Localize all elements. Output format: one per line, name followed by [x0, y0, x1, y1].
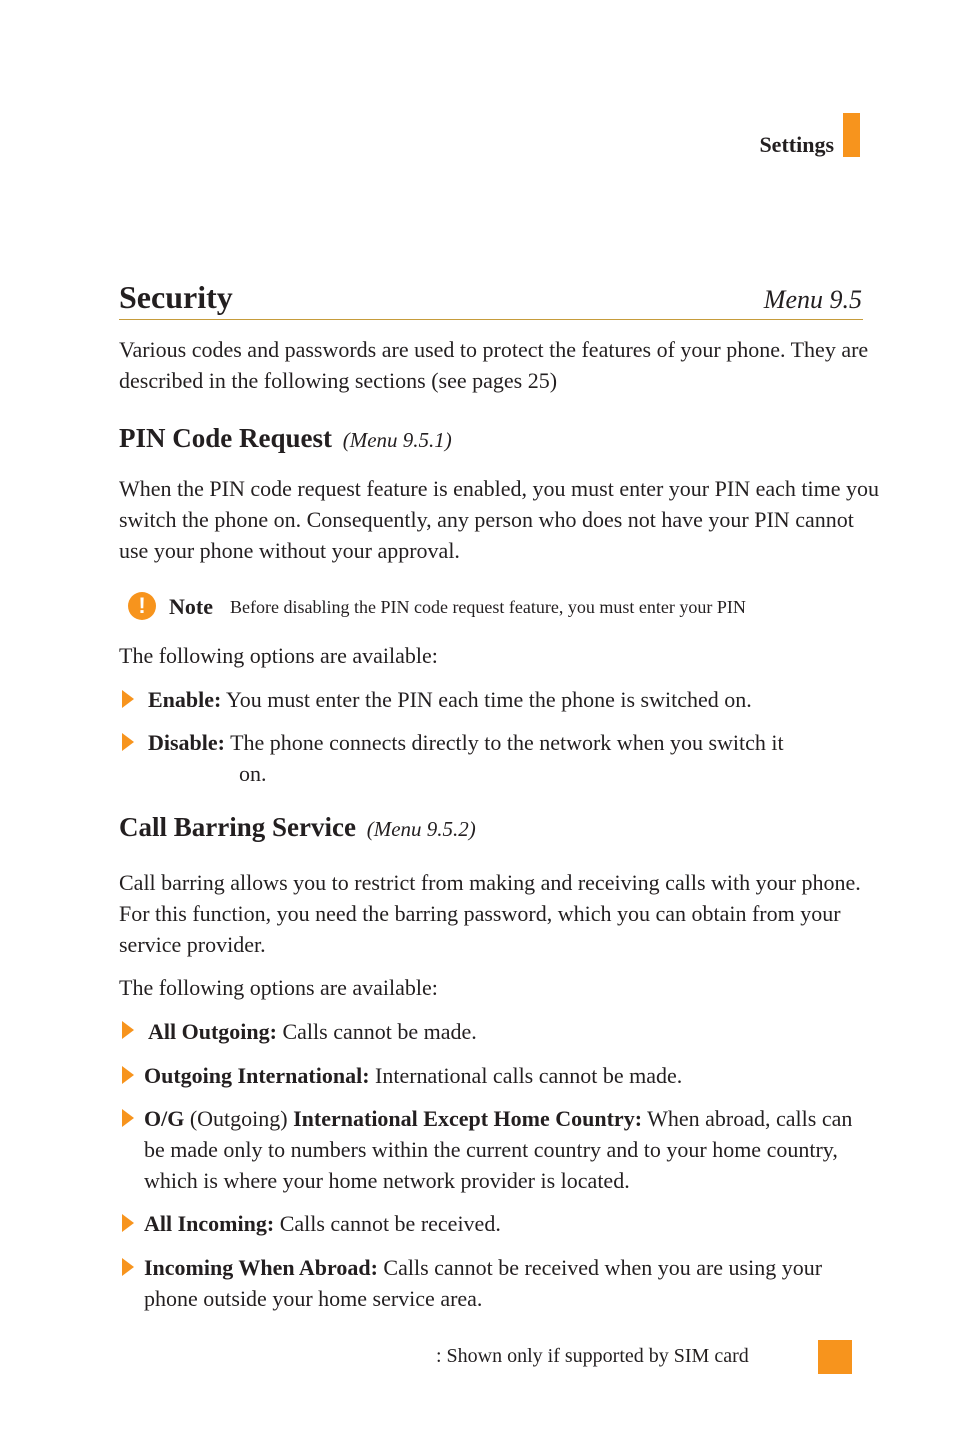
arrow-bullet-icon — [122, 1066, 134, 1084]
barring-paragraph: Call barring allows you to restrict from making and receiving calls with your phone. For this function, you need the barring password, which you can obtain from your service provider. — [119, 870, 861, 957]
header-section-label: Settings — [759, 132, 834, 157]
arrow-bullet-icon — [122, 1258, 134, 1276]
option-text: Calls cannot be received when you are using your phone outside your home service area. — [144, 1255, 823, 1311]
header-tab-marker — [843, 113, 860, 157]
option-text: Calls cannot be made. — [276, 1019, 477, 1044]
option-label: Outgoing International: — [144, 1063, 370, 1088]
pin-heading-menu: (Menu 9.5.1) — [342, 428, 452, 452]
option-text: Calls cannot be received. — [274, 1211, 501, 1236]
option-enable — [148, 684, 752, 715]
pin-paragraph: When the PIN code request feature is enabled, you must enter your PIN each time you switch the phone on. Consequently, any person who does not have your PIN cannot use your phone without your approval. — [119, 476, 879, 563]
barring-heading-title: Call Barring Service — [119, 812, 356, 842]
footnote: : Shown only if supported by SIM card — [436, 1345, 749, 1367]
intro-paragraph: Various codes and passwords are used to protect the features of your phone. They are described in the following sections (see pages 25) — [119, 337, 869, 393]
option-all-incoming — [144, 1208, 501, 1239]
arrow-bullet-icon — [122, 690, 134, 708]
option-label-2: International Except Home Country: — [293, 1106, 643, 1131]
option-text: The phone connects directly to the network when you switch it — [225, 730, 784, 755]
barring-heading — [119, 812, 476, 843]
option-all-outgoing — [148, 1016, 477, 1047]
option-label: All Incoming: — [144, 1211, 275, 1236]
option-disable — [148, 727, 784, 758]
arrow-bullet-icon — [122, 1109, 134, 1127]
arrow-bullet-icon — [122, 1021, 134, 1039]
pin-options-intro: The following options are available: — [119, 643, 438, 668]
note-text: Before disabling the PIN code request feature, you must enter your PIN — [230, 597, 746, 617]
option-label: Incoming When Abroad: — [144, 1255, 378, 1280]
option-text: International calls cannot be made. — [369, 1063, 683, 1088]
barring-options-intro: The following options are available: — [119, 975, 438, 1000]
arrow-bullet-icon — [122, 733, 134, 751]
option-og-except-home — [144, 1103, 869, 1196]
warning-icon: ! — [128, 592, 156, 620]
option-outgoing-international — [144, 1060, 682, 1091]
option-label: Enable: — [148, 687, 222, 712]
page-title: Security — [119, 279, 233, 315]
title-rule — [119, 319, 863, 320]
option-incoming-abroad — [144, 1252, 869, 1314]
option-label: Disable: — [148, 730, 225, 755]
barring-heading-menu: (Menu 9.5.2) — [366, 817, 476, 841]
option-label: All Outgoing: — [148, 1019, 277, 1044]
option-disable-continuation: on. — [239, 761, 267, 786]
pin-heading-title: PIN Code Request — [119, 423, 332, 453]
option-text: You must enter the PIN each time the phone is switched on. — [221, 687, 752, 712]
pin-heading — [119, 423, 452, 454]
note-label: Note — [169, 594, 213, 619]
menu-number: Menu 9.5 — [763, 285, 862, 314]
option-label: O/G — [144, 1106, 185, 1131]
footer-tab-marker — [818, 1340, 852, 1374]
arrow-bullet-icon — [122, 1214, 134, 1232]
option-text: When abroad, calls can be made only to numbers within the current country and to your home country, which is where your home network provider is located. — [144, 1106, 853, 1193]
option-mid: (Outgoing) — [184, 1106, 294, 1131]
